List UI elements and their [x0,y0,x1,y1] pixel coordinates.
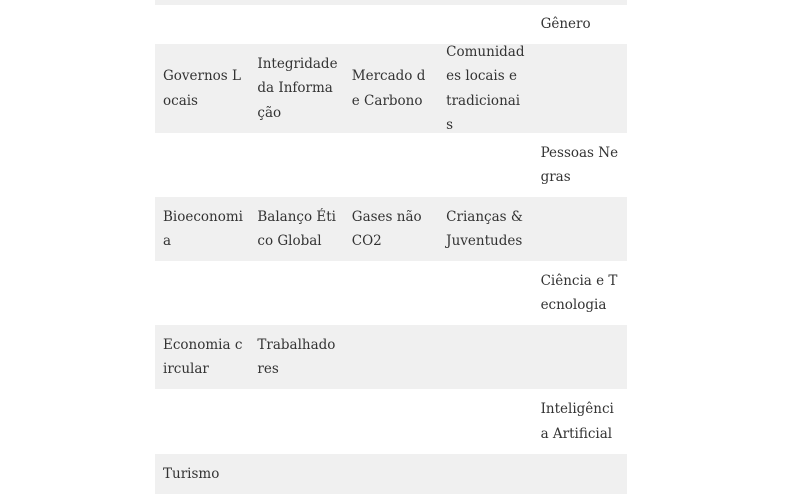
table-cell: Comunidades locais e tradicionais [446,43,525,133]
table-row [155,197,627,261]
table-row [155,325,627,389]
table-row [155,133,627,197]
table-cell: Economia circular [163,336,243,377]
table-cell: Integridade da Informação [257,55,338,121]
table-cell: Governos Locais [163,68,241,109]
table-row [155,454,627,494]
table-cell: Pessoas Negras [540,144,619,185]
table-cell: Inteligência Artificial [540,401,614,442]
themes-table [155,0,627,494]
table-cell: Turismo [163,465,220,482]
table-cell: Ciência e Tecnologia [540,272,618,313]
table-cell: Gênero [540,16,591,33]
table-cell: Crianças & Juventudes [446,208,523,249]
table-cell: Trabalhadores [257,336,336,377]
table-cell: Gases não CO2 [351,208,422,249]
table-cell: Mercado de Carbono [351,68,426,109]
table-cell: Balanço Ético Global [257,208,336,249]
table-row [155,44,627,133]
table-cell: Bioeconomia [163,208,243,249]
table-row [155,5,627,44]
table-row [155,261,627,325]
table-row [155,389,627,454]
